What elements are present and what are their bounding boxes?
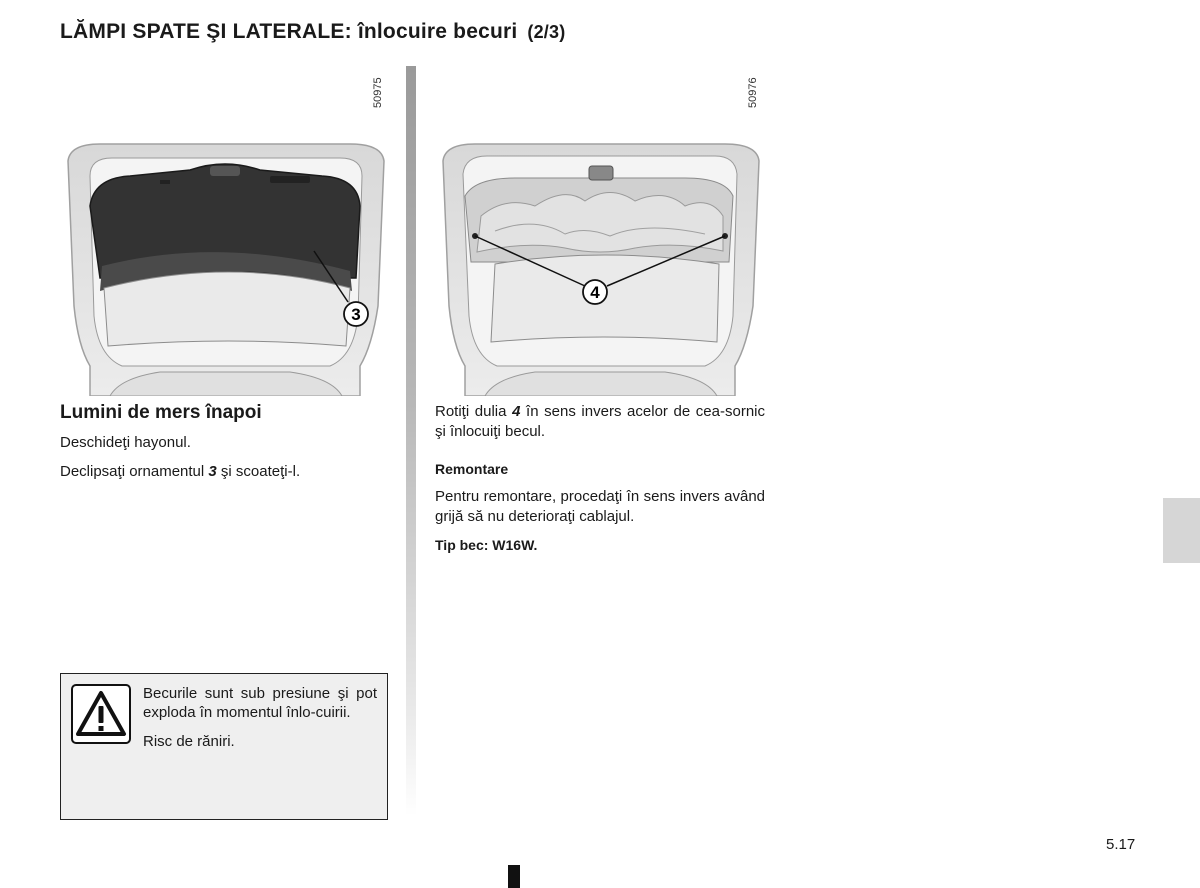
step-rotate-holder <box>435 402 765 442</box>
ref-4: 4 <box>512 403 521 420</box>
title-part: (2/3) <box>527 22 566 42</box>
callout-3: 3 <box>351 305 361 324</box>
step-unclip-pre: Declipsaţi ornamentul <box>60 463 209 480</box>
step-refit: Pentru remontare, procedaţi în sens invers având grijă să nu deterioraţi cablajul. <box>435 488 765 525</box>
chapter-tab <box>1163 498 1200 563</box>
warning-line-1: Becurile sunt sub presiune şi pot exploda în momentul înlo-cuirii. <box>143 685 377 721</box>
title-text: LĂMPI SPATE ŞI LATERALE: înlocuire becuri <box>60 20 518 43</box>
step-rotate-post: în sens invers acelor de cea-sornic şi înlocuiţi becul. <box>435 403 765 440</box>
figure-code-left: 50975 <box>372 77 384 108</box>
figure-tailgate-trim <box>60 66 390 396</box>
step-unclip-post: şi scoateţi-l. <box>216 463 301 480</box>
bulb-type: Tip bec: W16W. <box>435 537 538 553</box>
step-open-tailgate: Deschideţi hayonul. <box>60 434 191 451</box>
page-title <box>60 20 565 44</box>
warning-box <box>60 673 388 820</box>
column-divider <box>406 66 416 816</box>
page-number: 5.17 <box>1106 836 1136 853</box>
figure-code-right: 50976 <box>747 77 759 108</box>
warning-text <box>143 684 377 761</box>
bulb-holder-illustration <box>435 66 765 396</box>
print-mark <box>508 865 520 888</box>
figure-bulb-holder <box>435 66 765 396</box>
section-heading: Lumini de mers înapoi <box>60 402 262 423</box>
subheading-refit: Remontare <box>435 461 509 477</box>
warning-icon-box <box>71 684 131 744</box>
step-unclip-trim <box>60 462 390 482</box>
warning-line-2: Risc de răniri. <box>143 733 235 750</box>
ref-3: 3 <box>208 463 217 480</box>
tailgate-trim-illustration <box>60 66 390 396</box>
warning-triangle-icon <box>73 686 129 742</box>
step-rotate-pre: Rotiţi dulia <box>435 403 513 420</box>
callout-4: 4 <box>590 283 600 302</box>
